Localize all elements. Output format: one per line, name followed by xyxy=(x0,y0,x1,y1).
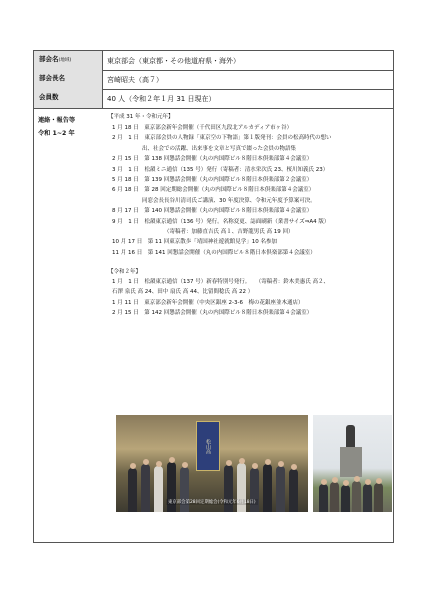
report-entry: 2 月 15 日 第 138 回懇話会開催（丸の内国際ビル８階日本倶楽部第４会議室） xyxy=(112,156,313,163)
report-entry: 1 月 18 日 東京部会新年会開催（千代田区九段北アルカディア市ヶ谷） xyxy=(112,125,293,131)
person-figure xyxy=(250,468,259,512)
person-figure xyxy=(363,484,372,512)
report-entry: 石澤 泉氏 高 24、田中 扇氏 高 44、比留間稔氏 高 22 ） xyxy=(112,289,254,296)
person-head xyxy=(156,461,162,467)
row-chair xyxy=(34,70,393,90)
group-photo-meeting xyxy=(116,415,308,512)
person-figure xyxy=(319,484,328,512)
person-head xyxy=(130,463,136,469)
person-head xyxy=(343,480,349,486)
group-photo-statue xyxy=(313,415,392,512)
report-entry: 1 月 1 日 松韻東京通信（137 号）新春特別号発行。 （寄稿者：鈴木美惠氏 高２、 xyxy=(112,279,329,285)
report-entry: （寄稿者：加藤直吉氏 高１、吉野龍男氏 高 19 回） xyxy=(164,229,294,235)
report-period-label: 令和 1~2 年 xyxy=(38,130,75,137)
person-head xyxy=(169,457,175,463)
person-figure xyxy=(141,464,150,512)
club-name-value: 東京部会（東京都・その他道府県・海外） xyxy=(107,56,240,65)
report-label: 連絡・報告等 xyxy=(38,117,76,124)
club-name-label: 部会名 xyxy=(39,55,59,63)
club-name-label-note: (地域) xyxy=(58,58,72,63)
report-entry: 9 月 1 日 松韻東京通信（136 号）発行。名称変更、誌面刷新（業書サイズ⇒A4 版） xyxy=(112,218,330,225)
report-entry: 【平成 31 年・令和元年】 xyxy=(108,114,174,120)
person-head xyxy=(143,459,149,465)
person-head xyxy=(354,476,360,482)
report-entry: 出、社会での活躍、出来事を文章と写真で綴った会員の物語集 xyxy=(142,145,297,152)
report-entry: 5 月 18 日 第 139 回懇話会開催（丸の内国際ビル８階日本倶楽部第２会議室） xyxy=(112,177,313,183)
person-figure xyxy=(180,467,189,512)
person-figure xyxy=(276,466,285,512)
report-entry: 2 月 15 日 第 142 回懇話会開催（丸の内国際ビル８階日本倶楽部第４会議室） xyxy=(112,310,313,317)
chair-value: 宮崎昭夫（高７） xyxy=(107,75,163,84)
person-head xyxy=(291,464,297,470)
chair-label: 部会長名 xyxy=(34,70,103,89)
row-members xyxy=(34,89,393,109)
person-head xyxy=(226,460,232,466)
report-entry: 1 月 11 日 東京部会新年会開催（中央区銀座 2-3-6 梅の花銀座並木通店） xyxy=(112,299,304,306)
person-figure xyxy=(374,483,383,512)
report-entry: 【令和２年】 xyxy=(108,268,142,275)
person-figure xyxy=(352,481,361,512)
person-head xyxy=(265,459,271,465)
person-figure xyxy=(289,469,298,512)
person-figure xyxy=(341,485,350,512)
person-head xyxy=(278,461,284,467)
pedestal xyxy=(340,447,362,477)
person-figure xyxy=(263,464,272,512)
person-figure xyxy=(128,468,137,512)
report-sheet xyxy=(33,50,394,543)
person-head xyxy=(182,462,188,468)
row-club-name xyxy=(34,51,393,71)
report-entry: 3 月 1 日 松韻ミニ通信（135 号）発行（寄稿者：清水栄次氏 23、桜川知義氏 23） xyxy=(112,166,329,173)
report-entry: 6 月 18 日 第 28 回定期総会開催（丸の内国際ビル８階日本倶楽部第４会議室） xyxy=(112,187,315,194)
members-label: 会員数 xyxy=(34,89,103,108)
banner: 松山高 xyxy=(196,421,220,471)
report-entry: 2 月 1 日 東京部会員の人物録「東京空の下物語」第１版発刊：会員の松高時代の想い xyxy=(112,135,332,142)
report-entry: 8 月 17 日 第 140 回懇話会開催（丸の内国際ビル８階日本倶楽部第４会議室） xyxy=(112,208,313,215)
person-head xyxy=(365,479,371,485)
person-figure xyxy=(154,466,163,512)
person-figure xyxy=(330,482,339,512)
report-entry: 11 月 16 日 第 141 回懇話会開催（丸の内国際ビル８階日本倶楽部第４会議室） xyxy=(112,249,316,256)
person-head xyxy=(321,479,327,485)
members-value: 40 人（令和２年１月 31 日現在） xyxy=(107,94,216,103)
photo-caption: 東京部会第28回定期総会(令和元年6月18日) xyxy=(168,500,256,505)
person-head xyxy=(332,477,338,483)
report-entry: 10 月 17 日 第 11 回東京散歩「靖国神社遊就館見学」10 名参加 xyxy=(112,239,277,246)
statue xyxy=(346,425,355,447)
person-head xyxy=(252,463,258,469)
report-entry: 同窓会長長谷川清司氏ご講演、30 年度決算、令和元年度予算案可決。 xyxy=(142,197,316,204)
person-head xyxy=(376,478,382,484)
person-head xyxy=(239,458,245,464)
club-name-label-cell xyxy=(34,51,103,70)
